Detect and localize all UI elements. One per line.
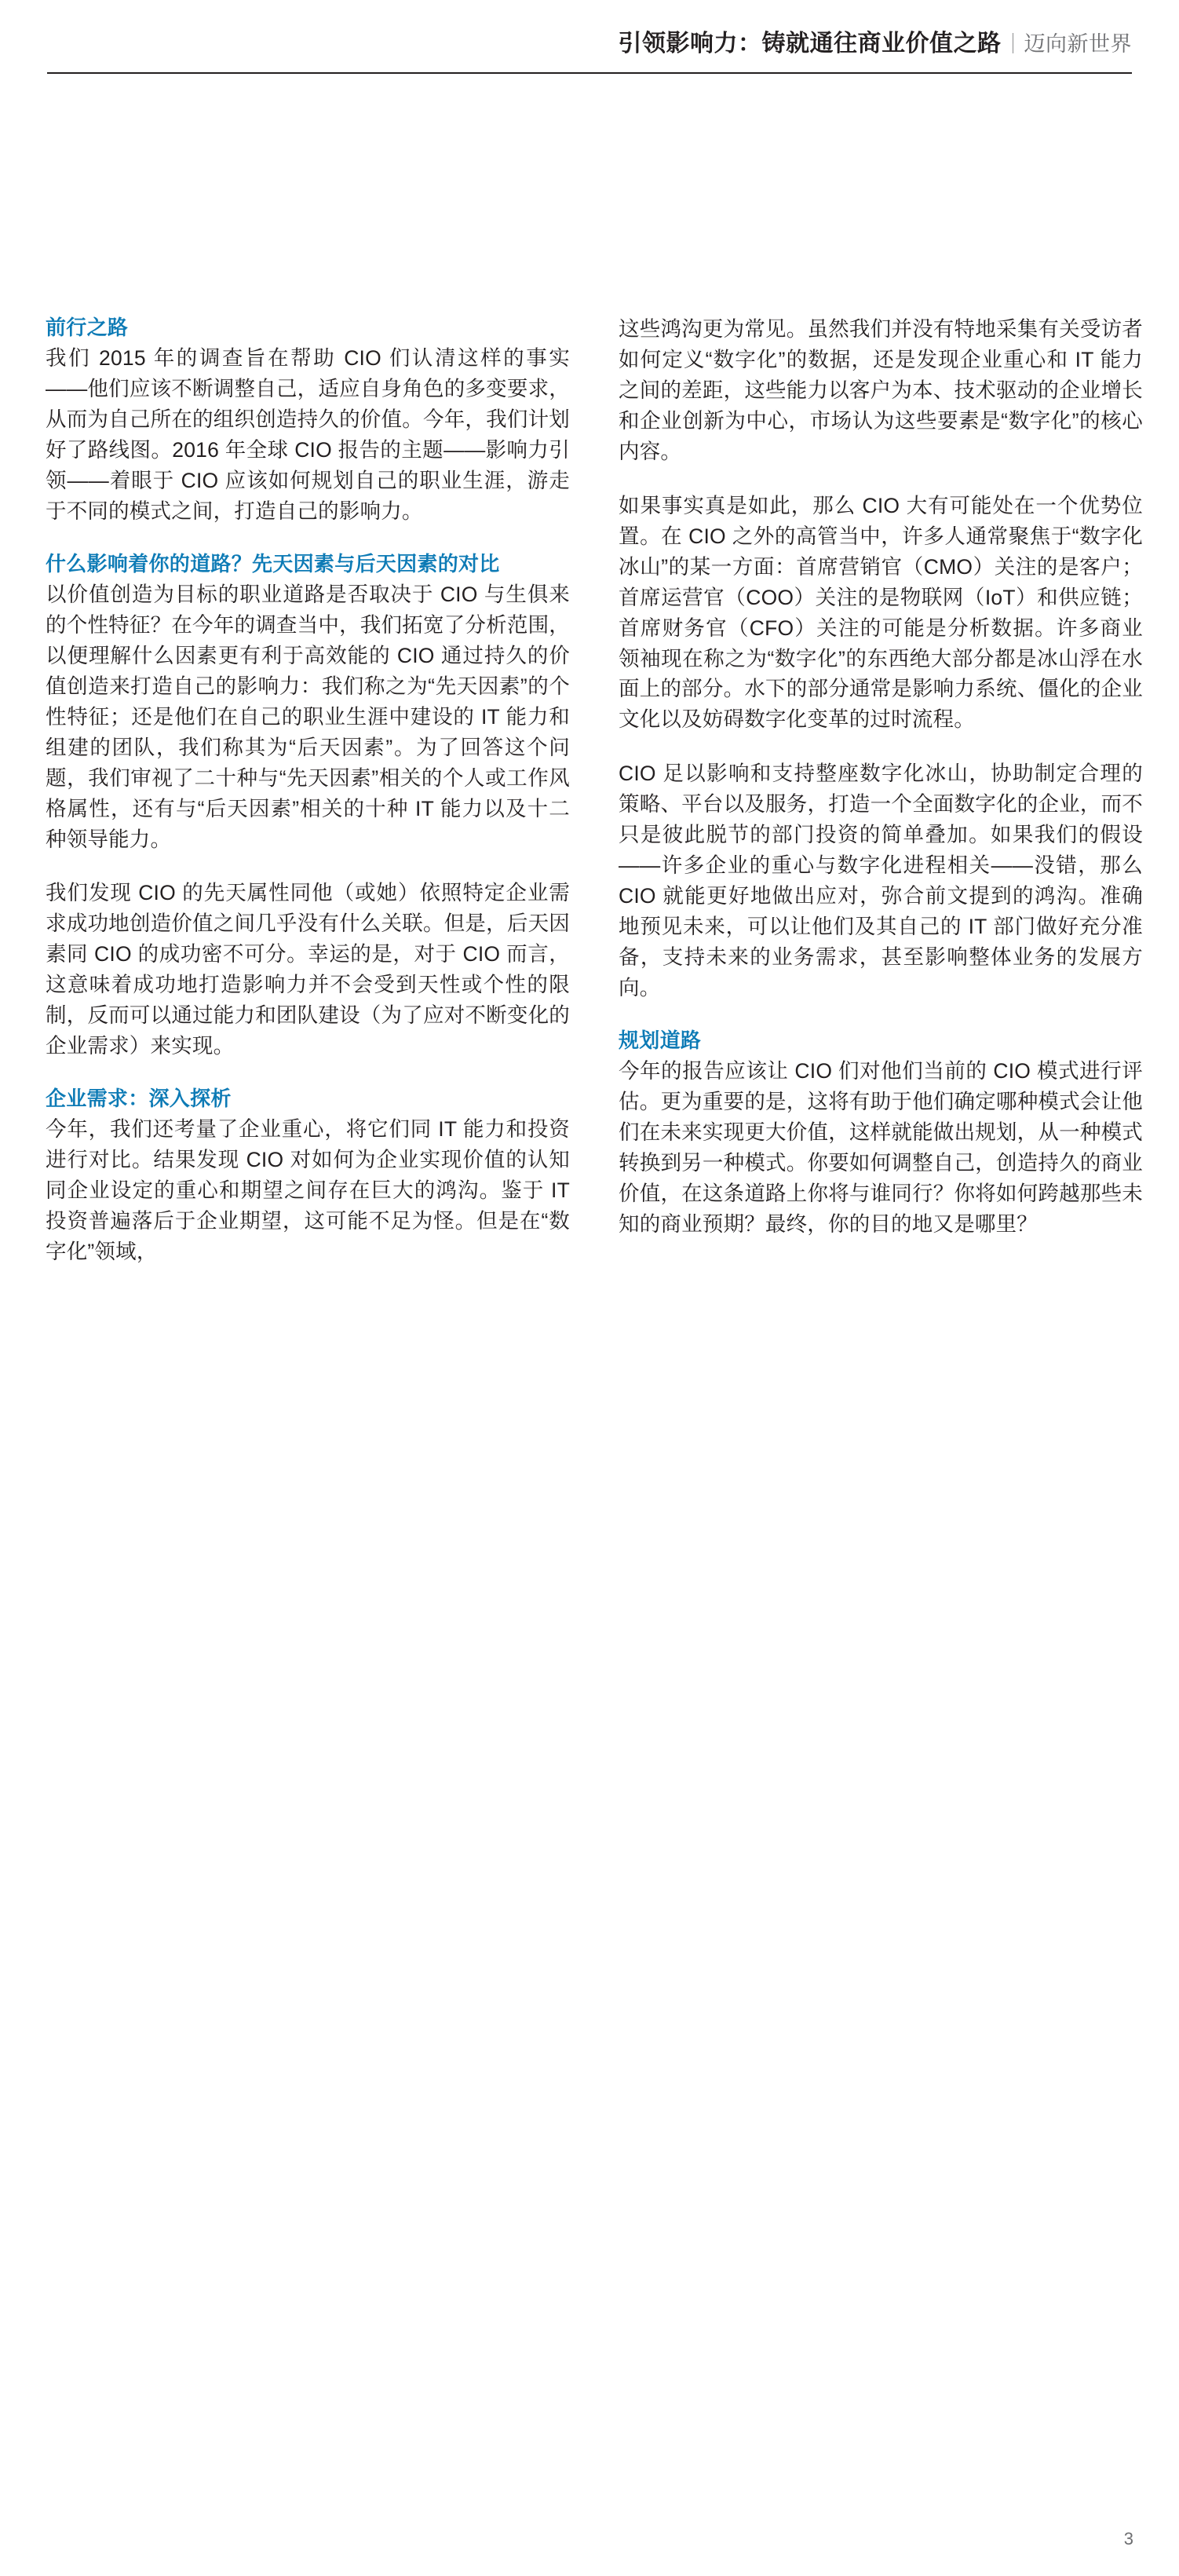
paragraph: 如果事实真是如此，那么 CIO 大有可能处在一个优势位置。在 CIO 之外的高管当中，许多人通常聚焦于“数字化冰山”的某一方面：首席营销官（CMO）关注的是客户；首席运营官（COO）关注的是物联网（IoT）和供应链；首席财务官（CFO）关注的可能是分析数据。许多商业领袖现在称之为“数字化”的东西绝大部分都是冰山浮在水面上的部分。水下的部分通常是影响力系统、僵化的企业文化以及妨碍数字化变革的过时流程。 [619, 493, 1143, 732]
left-column [46, 314, 570, 1291]
section-heading-mapping-the-road: 规划道路 [619, 1029, 702, 1053]
section-heading-path-forward: 前行之路 [46, 316, 129, 339]
paragraph: 这些鸿沟更为常见。虽然我们并没有特地采集有关受访者如何定义“数字化”的数据，还是发现企业重心和 IT 能力之间的差距，这些能力以客户为本、技术驱动的企业增长和企业创新为中心，市场认为这些要素是“数字化”的核心内容。 [619, 317, 1143, 463]
paragraph: 我们 2015 年的调查旨在帮助 CIO 们认清这样的事实——他们应该不断调整自己，适应自身角色的多变要求，从而为自己所在的组织创造持久的价值。今年，我们计划好了路线图。2016 年全球 CIO 报告的主题——影响力引领——着眼于 CIO 应该如何规划自己的职业生涯，游走于不同的模式之间，打造自己的影响力。 [46, 346, 570, 523]
section-heading-business-needs: 企业需求：深入探析 [46, 1087, 232, 1111]
header-title: 引领影响力：铸就通往商业价值之路 [618, 31, 1002, 57]
header-subtitle: 迈向新世界 [1024, 32, 1132, 56]
paragraph: 以价值创造为目标的职业道路是否取决于 CIO 与生俱来的个性特征？在今年的调查当中，我们拓宽了分析范围，以便理解什么因素更有利于高效能的 CIO 通过持久的价值创造来打造自己的影响力：我们称之为“先天因素”的个性特征；还是他们在自己的职业生涯中建设的 IT 能力和组建的团队，我们称其为“后天因素”。为了回答这个问题，我们审视了二十种与“先天因素”相关的个人或工作风格属性，还有与“后天因素”相关的十种 IT 能力以及十二种领导能力。 [46, 582, 570, 851]
paragraph: 今年，我们还考量了企业重心，将它们同 IT 能力和投资进行对比。结果发现 CIO 对如何为企业实现价值的认知同企业设定的重心和期望之间存在巨大的鸿沟。鉴于 IT 投资普遍落后于企业期望，这可能不足为怪。但是在“数字化”领域， [46, 1117, 570, 1264]
page-header [0, 0, 1179, 58]
paragraph: CIO 足以影响和支持整座数字化冰山，协助制定合理的策略、平台以及服务，打造一个全面数字化的企业，而不只是彼此脱节的部门投资的简单叠加。如果我们的假设——许多企业的重心与数字化进程相关——没错，那么 CIO 就能更好地做出应对，弥合前文提到的鸿沟。准确地预见未来，可以让他们及其自己的 IT 部门做好充分准备，支持未来的业务需求，甚至影响整体业务的发展方向。 [619, 762, 1143, 1000]
page-number: 3 [1123, 2529, 1133, 2549]
section-heading-nature-vs-nurture: 什么影响着你的道路？先天因素与后天因素的对比 [46, 551, 500, 575]
paragraph: 我们发现 CIO 的先天属性同他（或她）依照特定企业需求成功地创造价值之间几乎没有什么关联。但是，后天因素同 CIO 的成功密不可分。幸运的是，对于 CIO 而言，这意味着成功地打造影响力并不会受到天性或个性的限制，反而可以通过能力和团队建设（为了应对不断变化的企业需求）来实现。 [46, 881, 570, 1058]
paragraph: 今年的报告应该让 CIO 们对他们当前的 CIO 模式进行评估。更为重要的是，这将有助于他们确定哪种模式会让他们在未来实现更大价值，这样就能做出规划，从一种模式转换到另一种模式。你要如何调整自己，创造持久的商业价值，在这条道路上你将与谁同行？你将如何跨越那些未知的商业预期？最终，你的目的地又是哪里？ [619, 1059, 1143, 1236]
right-column [619, 314, 1143, 1291]
header-rule [47, 72, 1132, 74]
article-body [24, 314, 1155, 1291]
